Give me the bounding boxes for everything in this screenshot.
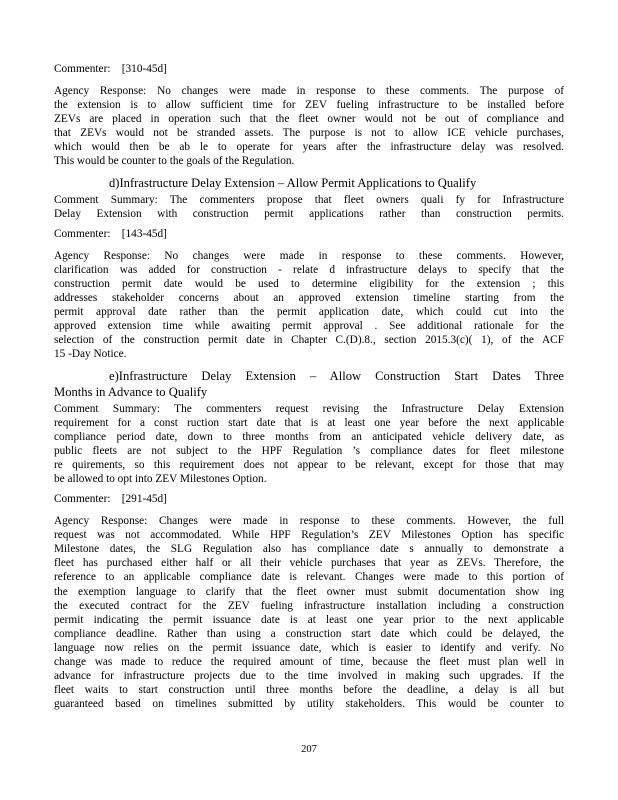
text-line: Agency Response: No changes were made in response to these comments. However, (54, 249, 564, 262)
text-line: permit approval date rather than the permit application date, which could cut into the (54, 306, 564, 319)
text-line: compliance period date, down to three months from an anticipated vehicle delivery date, as (54, 430, 564, 443)
text-line: which would then be ab le to operate for years after the infrastructure delay was resolved. (54, 141, 564, 154)
text-line: Agency Response: Changes were made in response to these comments. However, the full (54, 515, 564, 528)
text-line: the executed contract for the ZEV fueling infrastructure installation including a construction (54, 599, 564, 612)
text-line: addresses stakeholder concerns about an approved extension timeline starting from the (54, 292, 564, 305)
text-line: Delay Extension with construction permit applications rather than construction permits. (54, 207, 564, 220)
section-heading-e (54, 368, 564, 400)
heading-line: d)Infrastructure Delay Extension – Allow Permit Applications to Qualify (109, 175, 477, 190)
text-line: selection of the construction permit date in Chapter C.(D).8., section 2015.3(c)( 1), of the ACF (54, 334, 564, 347)
commenter-line: Commenter: [143-45d] (54, 227, 167, 240)
text-line: ZEVs are placed in operation such that the fleet owner would not be out of compliance and (54, 113, 564, 126)
text-line: requirement for a const ruction start date that is at least one year before the next applicable (54, 416, 564, 429)
agency-response-paragraph (54, 84, 564, 169)
text-line: clarification was added for construction - relate d infrastructure delays to specify that the (54, 263, 564, 276)
text-line: reference to an applicable compliance date is relevant. Changes were made to this portion of (54, 571, 564, 584)
text-line: the exemption language to clarify that the fleet owner must submit documentation show ing (54, 585, 564, 598)
text-line: 15 -Day Notice. (54, 348, 127, 361)
text-line: Comment Summary: The commenters request revising the Infrastructure Delay Extension (54, 402, 564, 415)
heading-line: Months in Advance to Qualify (54, 384, 208, 399)
commenter-line: Commenter: [310-45d] (54, 63, 167, 75)
text-line: public fleets are not subject to the HPF Regulation ’s compliance dates for fleet milestone (54, 444, 564, 457)
text-line: be allowed to opt into ZEV Milestones Option. (54, 472, 267, 485)
text-line: construction permit date would be used to determine eligibility for the extension ; this (54, 277, 564, 290)
text-line: Milestone dates, the SLG Regulation also has compliance date s annually to demonstrate a (54, 543, 564, 556)
text-line: change was made to reduce the required amount of time, because the fleet must plan well in (54, 656, 564, 668)
text-line: language now relies on the permit issuance date, which is easier to identify and verify. No (54, 641, 564, 654)
text-line: fleet waits to start construction until three months before the deadline, a delay is all but (54, 684, 564, 697)
text-line: advance for infrastructure projects due to the time involved in making such upgrades. If the (54, 670, 564, 683)
text-line: permit indicating the permit issuance date is at least one year prior to the next applicable (54, 613, 564, 626)
commenter-line: Commenter: [291-45d] (54, 493, 167, 506)
page-number: 207 (301, 744, 317, 755)
text-line: compliance deadline. Rather than using a construction start date which could be delayed, the (54, 627, 564, 640)
text-line: that ZEVs would not be stranded assets. The purpose is not to allow ICE vehicle purchases, (54, 127, 564, 140)
text-line: request was not accommodated. While HPF Regulation’s ZEV Milestones Option has specific (54, 529, 564, 542)
agency-response-paragraph (54, 249, 564, 362)
section-heading-d (54, 175, 564, 191)
text-line: guaranteed based on timelines submitted by utility stakeholders. This would be counter to (54, 698, 564, 711)
text-line: Agency Response: No changes were made in response to these comments. The purpose of (54, 85, 564, 97)
document-page (54, 62, 564, 717)
agency-response-paragraph (54, 514, 564, 711)
text-line: fleet has purchased either half or all their vehicle purchases that year as ZEVs. Therefore, the (54, 557, 564, 570)
comment-summary-paragraph (54, 402, 564, 487)
text-line: This would be counter to the goals of the Regulation. (54, 155, 295, 168)
text-line: approved extension time while awaiting permit approval . See additional rationale for the (54, 320, 564, 333)
text-line: Comment Summary: The commenters propose that fleet owners quali fy for Infrastructure (54, 193, 564, 206)
heading-line: e)Infrastructure Delay Extension – Allow Construction Start Dates Three (109, 368, 564, 383)
comment-summary-paragraph (54, 193, 564, 221)
text-line: re quirements, so this requirement does not appear to be relevant, except for those that may (54, 458, 564, 471)
text-line: the extension is to allow sufficient time for ZEV fueling infrastructure to be installed before (54, 99, 564, 112)
